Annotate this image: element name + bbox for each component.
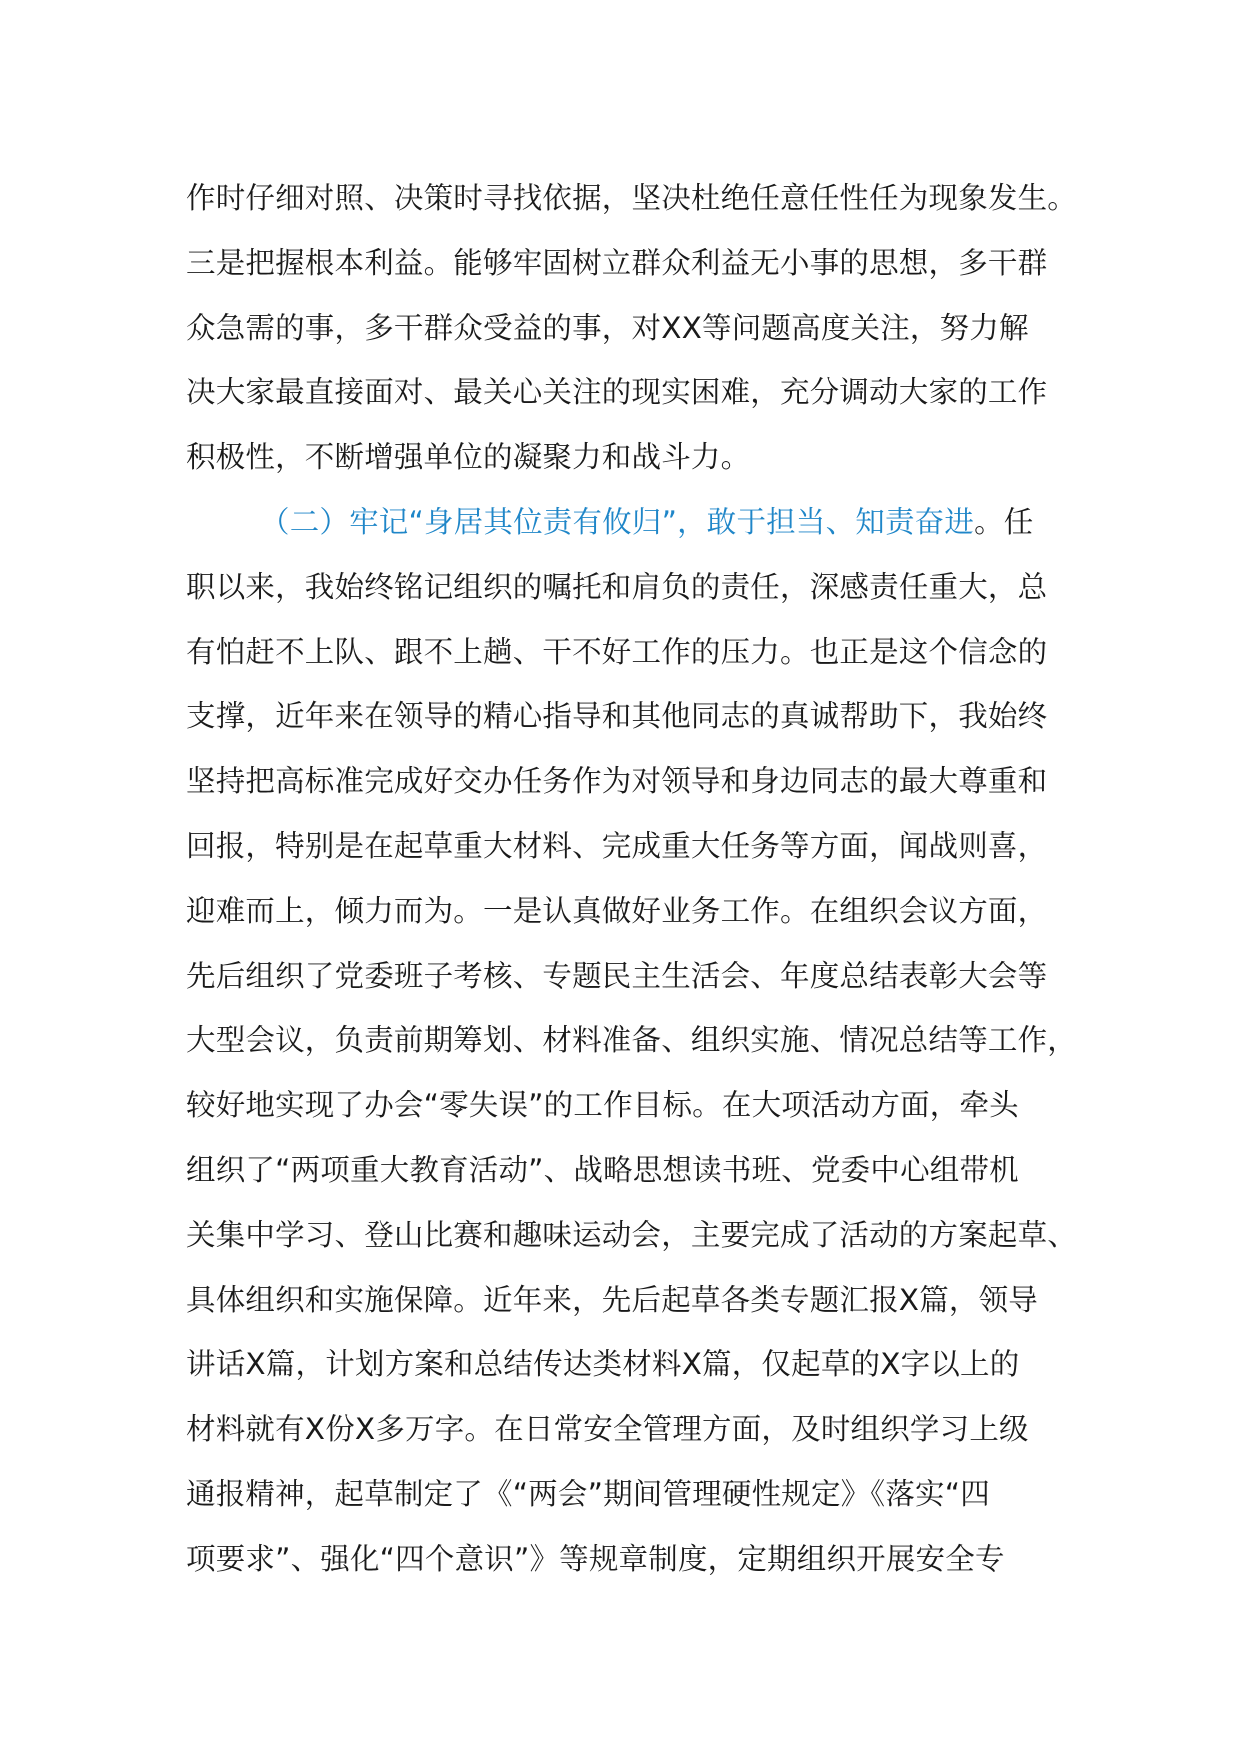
body-line: 较好地实现了办会“零失误”的工作目标。在大项活动方面，牵头 <box>186 1088 1019 1123</box>
body-line: 坚持把高标准完成好交办任务作为对领导和身边同志的最大尊重和 <box>186 764 1048 799</box>
body-line: 材料就有X份X多万字。在日常安全管理方面，及时组织学习上级 <box>186 1412 1029 1447</box>
body-line: 具体组织和实施保障。近年来，先后起草各类专题汇报X篇，领导 <box>186 1282 1039 1317</box>
body-line: 支撑，近年来在领导的精心指导和其他同志的真诚帮助下，我始终 <box>186 699 1048 734</box>
body-line: 有怕赶不上队、跟不上趟、干不好工作的压力。也正是这个信念的 <box>186 634 1048 669</box>
body-line: 大型会议，负责前期筹划、材料准备、组织实施、情况总结等工作， <box>186 1023 1078 1058</box>
body-line: 关集中学习、登山比赛和趣味运动会，主要完成了活动的方案起草、 <box>186 1217 1078 1252</box>
body-line: 回报，特别是在起草重大材料、完成重大任务等方面，闻战则喜， <box>186 828 1048 863</box>
body-line: 三是把握根本利益。能够牢固树立群众利益无小事的思想，多干群 <box>186 245 1048 280</box>
body-line: 先后组织了党委班子考核、专题民主生活会、年度总结表彰大会等 <box>186 958 1048 993</box>
body-line: 迎难而上，倾力而为。一是认真做好业务工作。在组织会议方面， <box>186 893 1048 928</box>
body-line: 讲话X篇，计划方案和总结传达类材料X篇，仅起草的X字以上的 <box>186 1347 1020 1382</box>
body-line: 积极性，不断增强单位的凝聚力和战斗力。 <box>186 440 751 475</box>
body-line: 通报精神，起草制定了《“两会”期间管理硬性规定》《落实“四 <box>186 1476 990 1511</box>
body-line: 职以来，我始终铭记组织的嘱托和肩负的责任，深感责任重大，总 <box>186 569 1048 604</box>
body-line: 项要求”、强化“四个意识”》等规章制度，定期组织开展安全专 <box>186 1541 1005 1576</box>
body-line: 组织了“两项重大教育活动”、战略思想读书班、党委中心组带机 <box>186 1152 1019 1187</box>
document-body <box>186 166 1086 1592</box>
body-line: 决大家最直接面对、最关心关注的现实困难，充分调动大家的工作 <box>186 375 1048 410</box>
body-line: 作时仔细对照、决策时寻找依据，坚决杜绝任意任性任为现象发生。 <box>186 181 1078 215</box>
section-heading-line <box>186 490 1086 555</box>
section-heading: （二）牢记“身居其位责有攸归”，敢于担当、知责奋进 <box>260 504 975 539</box>
body-line: 众急需的事，多干群众受益的事，对XX等问题高度关注，努力解 <box>186 310 1029 345</box>
section-heading-tail: 。任 <box>974 504 1034 539</box>
